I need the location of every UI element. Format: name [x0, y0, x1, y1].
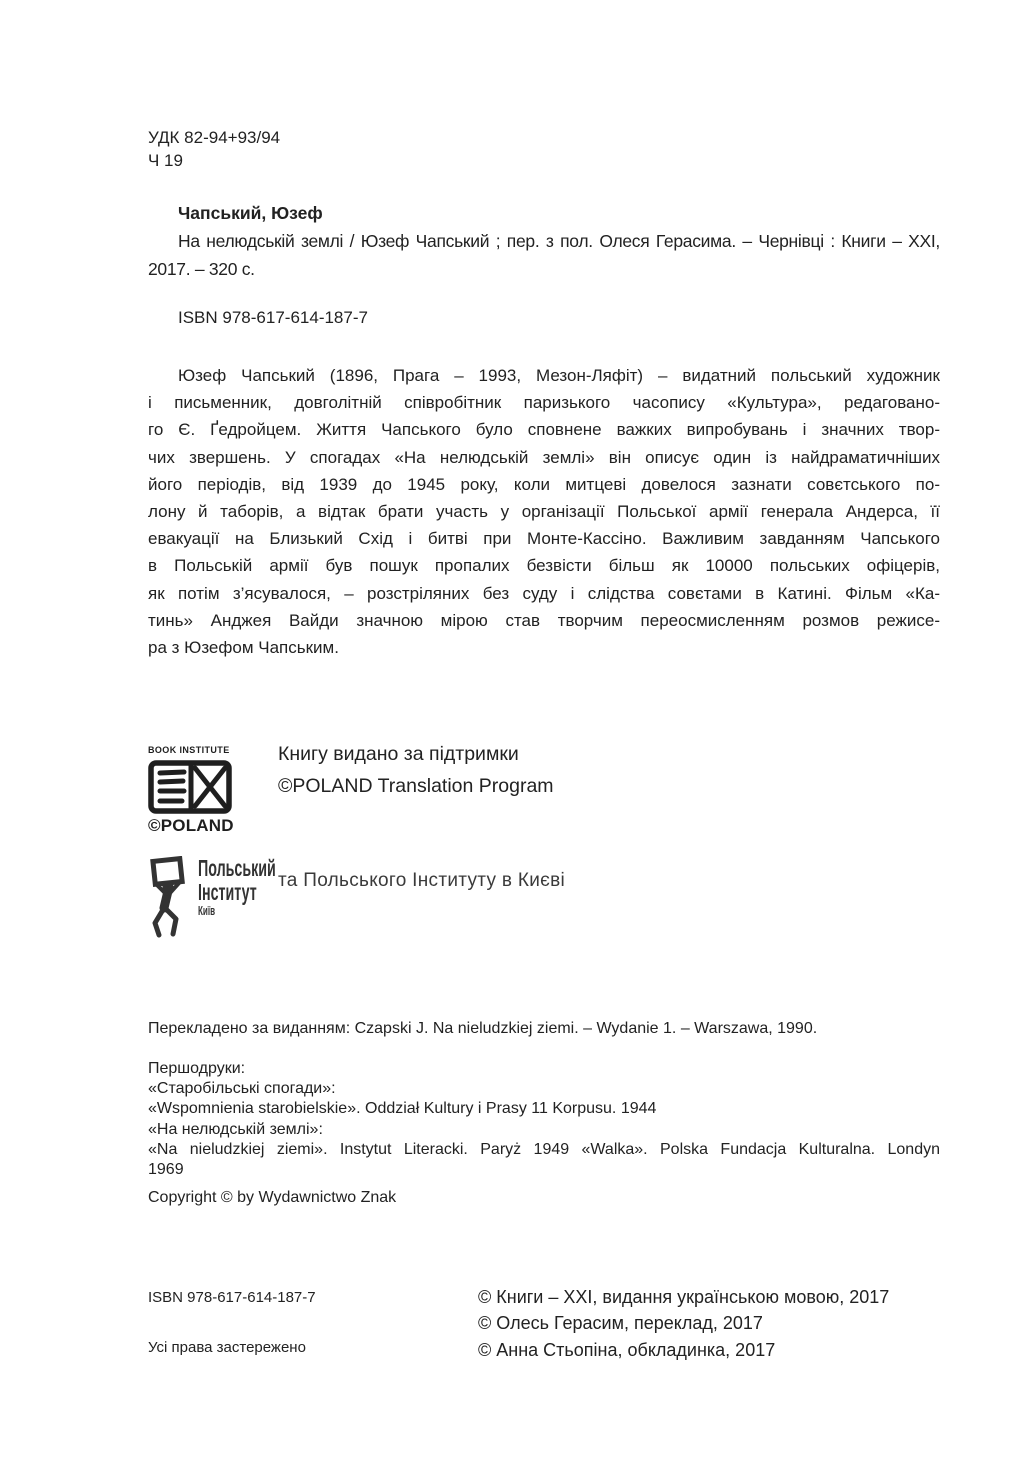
udc-block [148, 127, 280, 172]
polish-institute-city: Київ [198, 903, 216, 918]
credit-line: © Олесь Герасим, переклад, 2017 [478, 1313, 763, 1334]
translation-source-note: Перекладено за виданням: Czapski J. Na nieludzkiej ziemi. – Wydanie 1. – Warszawa, 1990. [148, 1020, 818, 1037]
first-edition-item: «Старобільські спогади»: [148, 1080, 336, 1098]
annotation-line: тинь» Анджея Вайди значною мірою став творчим переосмисленням розмов режисе- [148, 610, 940, 630]
isbn-bottom: ISBN 978-617-614-187-7 [148, 1289, 316, 1306]
rights-reserved: Усі права застережено [148, 1339, 306, 1356]
support-text-line2: ©POLAND Translation Program [278, 775, 554, 797]
bibliographic-description: На нелюдській землі / Юзеф Чапський ; пер. з пол. Олеся Герасима. – Чернівці : Книги – XXI, 2017. – 320 с. [148, 231, 940, 279]
annotation-line: його періодів, від 1939 до 1945 року, коли митцеві довелося зазнати совєтського по- [148, 474, 940, 494]
annotation-line: лону й таборів, а відтак брати участь у організації Польської армії генерала Андерса, її [148, 502, 940, 522]
udc-number: УДК 82-94+93/94 [148, 128, 281, 147]
first-edition-item: «На нелюдській землі»: [148, 1120, 323, 1138]
polish-institute-logo [148, 856, 323, 938]
support-text-line1: Книгу видано за підтримки [278, 743, 519, 765]
polish-institute-wordmark [198, 856, 276, 938]
author-name: Чапський, Юзеф [178, 203, 323, 223]
first-edition-item: «Na nieludzkiej ziemi». Instytut Literacki. Paryż 1949 «Walka». Polska Fundacja Kulturalna. Londyn [148, 1140, 940, 1158]
annotation-line: як потім з’ясувалося, – розстріляних без суду і слідства совєтами в Катині. Фільм «Ка- [148, 583, 940, 603]
annotation-line: ра з Юзефом Чапським. [148, 638, 339, 658]
annotation-paragraph [148, 362, 940, 661]
isbn-top: ISBN 978-617-614-187-7 [178, 308, 368, 327]
first-edition-item: «Wspomnienia starobielskie». Oddział Kultury i Prasy 11 Korpusu. 1944 [148, 1100, 657, 1118]
copoland-caption: ©POLAND [148, 816, 234, 835]
annotation-line: в Польській армії був пошук пропалих безвісти більш як 10000 польських офіцерів, [148, 556, 940, 576]
credit-line: © Анна Стьопіна, обкладинка, 2017 [478, 1339, 776, 1360]
support-text-line3: та Польського Інституту в Києві [278, 870, 566, 891]
copyright-credits [478, 1284, 889, 1363]
copyright-znak: Copyright © by Wydawnictwo Znak [148, 1189, 397, 1206]
first-edition-item: 1969 [148, 1161, 184, 1179]
first-editions-label: Першодруки: [148, 1060, 246, 1077]
annotation-line: го Є. Ґедройцем. Життя Чапського було сповнене важких випробувань і значних твор- [148, 420, 940, 440]
credit-line: © Книги – XXI, видання українською мовою, 2017 [478, 1287, 890, 1307]
book-institute-logo [148, 745, 238, 836]
annotation-line: чих звершень. У спогадах «На нелюдській землі» він описує один із найдраматичніших [148, 447, 940, 467]
annotation-line: і письменник, довголітній співробітник паризького часопису «Культура», редаговано- [148, 393, 940, 413]
annotation-line: Юзеф Чапський (1896, Прага – 1993, Мезон-Ляфіт) – видатний польський художник [178, 366, 940, 385]
first-editions-block [148, 1059, 940, 1180]
open-book-with-x-icon [148, 760, 232, 814]
polish-institute-line1: Польський [198, 855, 276, 881]
author-code: Ч 19 [148, 150, 183, 170]
polish-institute-line2: Інститут [198, 879, 257, 905]
book-institute-title: BOOK INSTITUTE [148, 745, 230, 755]
annotation-line: евакуації на Близький Схід і битві при Монте-Кассіно. Важливим завданням Чапського [148, 529, 940, 549]
polish-institute-walking-figure-icon [148, 856, 192, 938]
